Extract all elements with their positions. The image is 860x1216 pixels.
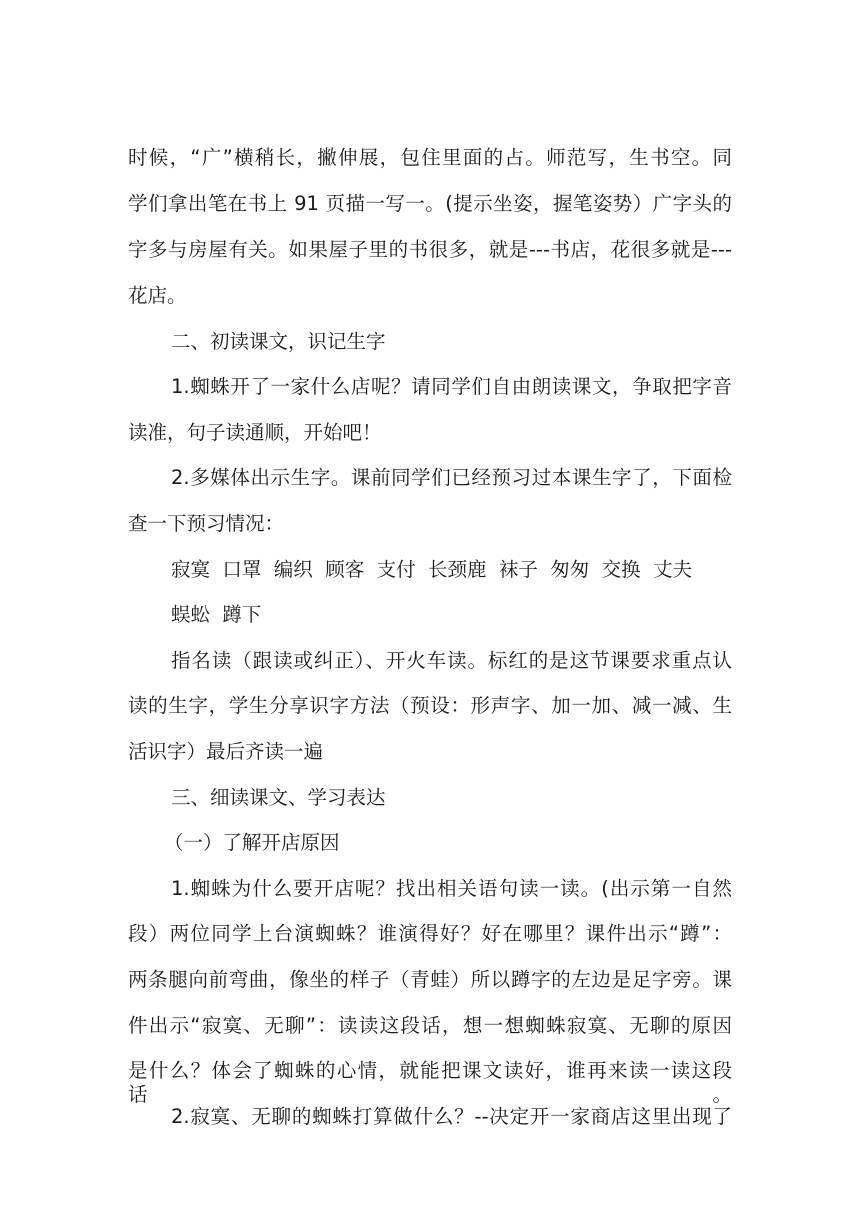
- vocabulary-line: 寂寞 口罩 编织 顾客 支付 长颈鹿 袜子 匆匆 交换 丈夫: [171, 558, 693, 581]
- paragraph-line: 读准，句子读通顺，开始吧！: [128, 421, 382, 444]
- paragraph-line: 件出示“寂寞、无聊”：读读这段话，想一想蜘蛛寂寞、无聊的原因: [128, 1014, 732, 1037]
- paragraph-line: 花店。: [128, 284, 187, 307]
- paragraph-line: 2.寂寞、无聊的蜘蛛打算做什么？--决定开一家商店这里出现了: [171, 1105, 732, 1128]
- paragraph-line: 是什么？体会了蜘蛛的心情，就能把课文读好，谁再来读一读这段话。: [128, 1059, 732, 1106]
- paragraph-line: 1.蜘蛛开了一家什么店呢？请同学们自由朗读课文，争取把字音: [171, 375, 732, 398]
- section-heading: 三、细读课文、学习表达: [171, 786, 386, 809]
- paragraph-line: 学们拿出笔在书上 91 页描一写一。(提示坐姿，握笔姿势）广字头的: [128, 192, 732, 215]
- paragraph-line: 时候，“广”横稍长，撇伸展，包住里面的占。师范写，生书空。同: [128, 146, 732, 169]
- section-heading: 二、初读课文，识记生字: [171, 330, 386, 353]
- subsection-heading: （一）了解开店原因: [164, 831, 340, 854]
- paragraph-line: 2.多媒体出示生字。课前同学们已经预习过本课生字了，下面检: [171, 466, 732, 489]
- paragraph-line: 查一下预习情况：: [128, 512, 285, 535]
- paragraph-line: 指名读（跟读或纠正）、开火车读。标红的是这节课要求重点认: [171, 649, 732, 672]
- paragraph-line: 活识字）最后齐读一遍: [128, 740, 324, 763]
- vocabulary-line: 蜈蚣 蹲下: [171, 603, 262, 626]
- paragraph-line: 1.蜘蛛为什么要开店呢？找出相关语句读一读。(出示第一自然: [171, 877, 732, 900]
- paragraph-line: 两条腿向前弯曲，像坐的样子（青蛙）所以蹲字的左边是足字旁。课: [128, 968, 732, 991]
- paragraph-line: 字多与房屋有关。如果屋子里的书很多，就是---书店，花很多就是---: [128, 238, 732, 261]
- paragraph-line: 读的生字，学生分享识字方法（预设：形声字、加一加、减一减、生: [128, 694, 732, 717]
- paragraph-line: 段）两位同学上台演蜘蛛？谁演得好？好在哪里？课件出示“蹲”：: [128, 922, 732, 945]
